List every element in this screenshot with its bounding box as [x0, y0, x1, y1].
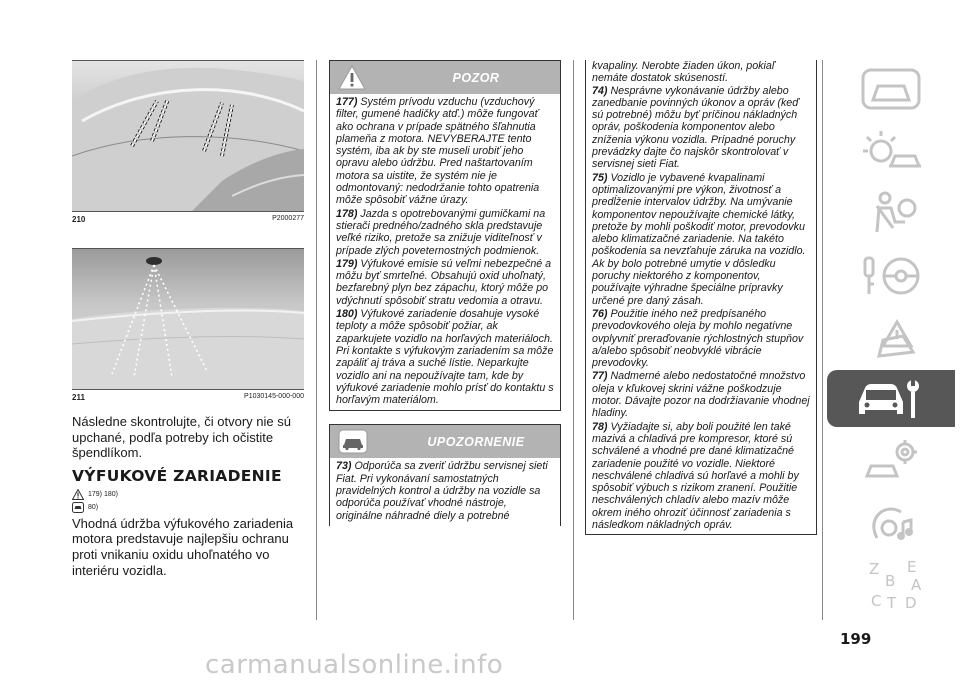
- chapter-sidebar: [822, 60, 960, 620]
- note-179: 179) Výfukové emisie sú veľmi nebezpečné a môžu byť smrteľné. Obsahujú oxid uhoľnatý, bezfarebný plyn bez zápachu, ktorý môže po vdýchnutí spôsobiť stratu vedomia a otravu.: [336, 257, 552, 307]
- note-180: 180) Výfukové zariadenie dosahuje vysoké teploty a môže spôsobiť požiar, ak zaparkujete vozidlo na horľavých materiáloch. Pri kontakte s výfukovým zariadením sa môže zapáliť aj tráva a suché lístie. Neparkujte vozidlo ani na nepoužívajte tam, kde by výfukové zariadenie mohlo prísť do kontaktu s horľavým materiálom.: [336, 308, 554, 407]
- note-78: 78) Vyžiadajte si, aby boli použité len také mazivá a chladivá pre kompresor, ktoré sú schválené a vhodné pre dané klimatizačné zariadenie použité vo vozidle. Niektoré neschválené chladivá sú horľavé a mohli by spôsobiť výbuch s rizikom zranení. Použitie neschválených chladív alebo mazív môže okrem iného ohroziť účinnosť zariadenia s následkom nákladných opráv.: [592, 420, 799, 531]
- figure-210-caption: [72, 215, 304, 224]
- note-73-continuation: kvapaliny. Nerobte žiaden úkon, pokiaľ nemáte dostatok skúseností.: [592, 60, 775, 85]
- danger-box: [329, 60, 561, 411]
- index-letter: B: [885, 571, 896, 590]
- tab-technical-data[interactable]: [827, 432, 955, 489]
- note-77: 77) Nadmerné alebo nedostatočné množstvo oleja v kľukovej skrini vážne poškodzuje motor. Dávajte pozor na dodržiavanie vhodnej hladiny.: [592, 370, 810, 420]
- danger-reference: [72, 488, 304, 501]
- caution-reference: [72, 501, 304, 514]
- figure-211-washer-jets: [72, 248, 304, 390]
- index-az-icon: [851, 558, 931, 612]
- caution-box-title: UPOZORNENIE: [427, 435, 525, 450]
- tab-index[interactable]: [827, 556, 955, 613]
- note-177: 177) Systém prívodu vzduchu (vzduchový filter, gumené hadičky atď.) môže fungovať ako ochrana v prípade spätného šľahnutia plameňa z motora. NEVYBERAJTE tento systém, iba ak by ste museli urobiť jeho opravu alebo údržbu. Pred naštartovaním motora sa uistite, že systém nie je odmontovaný: nedodržanie tohto opatrenia môže spôsobiť vážne úrazy.: [336, 96, 540, 207]
- note-74: 74) Nesprávne vykonávanie údržby alebo zanedbanie povinných úkonov a opráv (keď sú potrebné) môžu byť príčinou nákladných opráv, poškodenia komponentov alebo zníženia výkonu vozidla. Prípadné poruchy prevádzky dajte čo najskôr skontrolovať v servisnej sieti Fiat.: [592, 84, 799, 171]
- key-steering-wheel-icon: [851, 250, 931, 300]
- column-divider: [316, 60, 317, 620]
- section-title: VÝFUKOVÉ ZARIADENIE: [72, 466, 282, 485]
- tab-starting-driving[interactable]: [827, 246, 955, 303]
- note-75: 75) Vozidlo je vybavené kvapalinami optimalizovanými pre výkon, životnosť a predĺženie intervalov údržby. Na umývanie komponentov nepoužívajte chemické látky, pretože by mohli poškodiť motor, prevodovku alebo klimatizačné zariadenie. Na takéto poškodenia sa nevzťahuje záruka na vozidlo. Ak by bolo potrebné umytie v dôsledku poruchy niektorého z komponentov, používajte výhradne špeciálne prípravky určené pre daný zásah.: [592, 171, 806, 307]
- figure-number: 210: [72, 215, 86, 224]
- index-letter: A: [911, 575, 922, 594]
- reference-numbers: 80): [88, 503, 99, 511]
- column-3: [585, 60, 817, 535]
- tab-dashboard[interactable]: [827, 60, 955, 117]
- figure-210-engine-hood: [72, 60, 304, 212]
- column-1: [72, 60, 304, 578]
- caution-box: [329, 424, 561, 525]
- multimedia-icon: [851, 498, 931, 548]
- caution-box-continued: [585, 60, 817, 535]
- caution-box-header: [330, 425, 560, 458]
- car-dashboard-icon: [851, 64, 931, 114]
- reference-numbers: 179) 180): [88, 490, 118, 498]
- tab-service-maintenance[interactable]: [827, 370, 955, 427]
- note-76: 76) Použitie iného než predpísaného prevodovkového oleja by mohlo negatívne ovplyvniť preraďovanie rýchlostných stupňov a/alebo spôsobiť neobvyklé vibrácie prevodovky.: [592, 307, 804, 370]
- tab-multimedia[interactable]: [827, 494, 955, 551]
- danger-box-header: [330, 61, 560, 94]
- figure-number: 211: [72, 393, 85, 402]
- index-letter: D: [905, 593, 917, 612]
- index-letter: Z: [869, 559, 880, 578]
- figure-211-caption: [72, 393, 304, 402]
- car-lights-icon: [851, 126, 931, 176]
- car-caution-icon: [338, 429, 368, 454]
- danger-box-title: POZOR: [452, 71, 500, 85]
- figure-code: P1030145-000-000: [244, 393, 304, 400]
- section-paragraph: Vhodná údržba výfukového zariadenia motora predstavuje najlepšiu ochranu proti vnikaniu oxidu uhoľnatého vo interiéru vozidla.: [72, 515, 294, 578]
- intro-paragraph: Následne skontrolujte, či otvory nie sú upchané, podľa potreby ich očistite špendlíkom.: [72, 414, 291, 461]
- page-number: 199: [840, 630, 872, 648]
- car-caution-icon: [72, 502, 84, 513]
- seatbelt-airbag-icon: [851, 188, 931, 238]
- caution-box-body: [330, 458, 560, 525]
- index-letter: T: [887, 593, 897, 612]
- tab-emergency[interactable]: [827, 308, 955, 365]
- index-letter: C: [871, 591, 882, 610]
- index-letter: E: [907, 557, 917, 576]
- warning-triangle-icon: [338, 65, 366, 90]
- hood-air-intake-illustration: [72, 61, 304, 211]
- warning-triangle-icon: [72, 489, 84, 500]
- tab-lights[interactable]: [827, 122, 955, 179]
- figure-code: P2000277: [272, 215, 304, 222]
- danger-box-body: [330, 94, 560, 410]
- technical-data-gear-icon: [851, 436, 931, 486]
- note-73: 73) Odporúča sa zveriť údržbu servisnej sieti Fiat. Pri vykonávaní samostatných pravidelných kontrol a údržby na vozidle sa odporúča používať vhodné nástroje, originálne náhradné diely a potrebné: [336, 460, 548, 522]
- car-warning-triangle-icon: [851, 312, 931, 362]
- tab-safety[interactable]: [827, 184, 955, 241]
- washer-jet-spray-illustration: [72, 249, 304, 389]
- car-wrench-service-icon: [851, 374, 931, 424]
- note-178: 178) Jazda s opotrebovanými gumičkami na stierači predného/zadného skla predstavuje veľké riziko, pretože sa znižuje viditeľnosť v prípade zlých poveternostných podmienok.: [336, 207, 546, 257]
- column-2: [329, 60, 561, 526]
- column-divider: [573, 60, 574, 620]
- watermark: carmanualsonline.info: [205, 650, 504, 680]
